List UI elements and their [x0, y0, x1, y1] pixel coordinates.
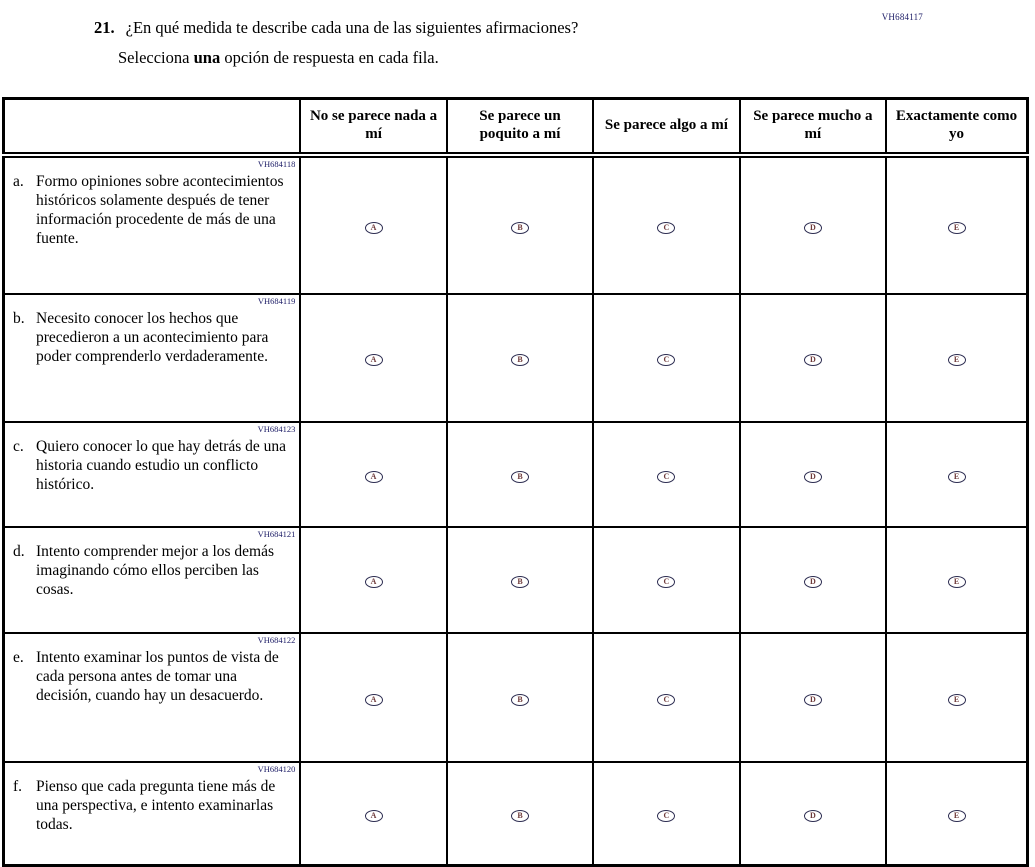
- option-cell: [886, 422, 1027, 527]
- accession-code: VH684117: [881, 12, 923, 22]
- response-bubble-b[interactable]: B: [511, 354, 529, 366]
- response-bubble-a[interactable]: A: [365, 354, 383, 366]
- column-header-little-like-me: Se parece un poquito a mí: [447, 99, 593, 156]
- statement-text: Intento comprender mejor a los demás imaginando cómo ellos perciben las cosas.: [36, 543, 275, 598]
- column-header-not-like-me: No se parece nada a mí: [300, 99, 446, 156]
- table-row-b: [4, 294, 1028, 422]
- row-id-code: VH684120: [257, 764, 296, 774]
- response-bubble-d[interactable]: D: [804, 694, 822, 706]
- row-id-code: VH684123: [257, 424, 296, 434]
- statement-body: [13, 173, 293, 249]
- option-cell: [447, 762, 593, 866]
- response-bubble-a[interactable]: A: [365, 694, 383, 706]
- option-cell: [740, 633, 886, 762]
- row-id-code: VH684121: [257, 529, 296, 539]
- instruction-emphasis: una: [193, 47, 221, 67]
- option-cell: [886, 294, 1027, 422]
- statement-letter: f.: [13, 778, 23, 795]
- response-bubble-d[interactable]: D: [804, 354, 822, 366]
- response-bubble-c[interactable]: C: [657, 471, 675, 483]
- option-cell: [593, 633, 739, 762]
- statement-body: [13, 778, 293, 835]
- option-cell: [740, 422, 886, 527]
- header-row: [4, 99, 1028, 156]
- response-bubble-c[interactable]: C: [657, 810, 675, 822]
- question-block: [94, 18, 854, 68]
- response-bubble-e[interactable]: E: [948, 471, 966, 483]
- option-cell: [447, 633, 593, 762]
- response-bubble-b[interactable]: B: [511, 576, 529, 588]
- table-row-a: [4, 155, 1028, 294]
- statement-cell-d: [4, 527, 301, 633]
- response-bubble-c[interactable]: C: [657, 694, 675, 706]
- table-row-e: [4, 633, 1028, 762]
- response-bubble-e[interactable]: E: [948, 222, 966, 234]
- response-bubble-d[interactable]: D: [804, 222, 822, 234]
- response-bubble-b[interactable]: B: [511, 222, 529, 234]
- option-cell: [593, 422, 739, 527]
- response-bubble-e[interactable]: E: [948, 694, 966, 706]
- column-header-somewhat-like-me: Se parece algo a mí: [593, 99, 739, 156]
- statement-body: [13, 543, 293, 600]
- column-header-exactly-like-me: Exactamente como yo: [886, 99, 1027, 156]
- statement-letter: d.: [13, 543, 25, 560]
- option-cell: [740, 294, 886, 422]
- statement-text: Pienso que cada pregunta tiene más de una perspectiva, e intento examinarlas todas.: [36, 778, 276, 833]
- response-bubble-c[interactable]: C: [657, 576, 675, 588]
- option-cell: [886, 762, 1027, 866]
- response-bubble-c[interactable]: C: [657, 354, 675, 366]
- question-number: 21.: [94, 18, 115, 37]
- option-cell: [300, 155, 446, 294]
- option-cell: [300, 527, 446, 633]
- row-id-code: VH684118: [257, 159, 296, 169]
- response-bubble-e[interactable]: E: [948, 576, 966, 588]
- response-bubble-b[interactable]: B: [511, 694, 529, 706]
- option-cell: [447, 294, 593, 422]
- statement-text: Formo opiniones sobre acontecimientos históricos solamente después de tener información procedente de más de una fuente.: [36, 173, 284, 247]
- response-bubble-b[interactable]: B: [511, 810, 529, 822]
- option-cell: [740, 155, 886, 294]
- instruction-suffix: opción de respuesta en cada fila.: [220, 47, 439, 67]
- statement-cell-f: [4, 762, 301, 866]
- response-bubble-a[interactable]: A: [365, 471, 383, 483]
- statement-text: Intento examinar los puntos de vista de cada persona antes de tomar una decisión, cuando hay un desacuerdo.: [36, 649, 279, 704]
- response-bubble-d[interactable]: D: [804, 471, 822, 483]
- response-bubble-d[interactable]: D: [804, 576, 822, 588]
- option-cell: [886, 155, 1027, 294]
- option-cell: [740, 527, 886, 633]
- statement-text: Quiero conocer lo que hay detrás de una historia cuando estudio un conflicto histórico.: [36, 438, 287, 493]
- option-cell: [300, 294, 446, 422]
- statement-body: [13, 310, 293, 367]
- response-bubble-d[interactable]: D: [804, 810, 822, 822]
- statement-letter: e.: [13, 649, 24, 666]
- option-cell: [886, 633, 1027, 762]
- statement-body: [13, 438, 293, 495]
- question-line: [94, 18, 854, 38]
- option-cell: [886, 527, 1027, 633]
- option-cell: [300, 762, 446, 866]
- response-matrix-table: [2, 97, 1029, 867]
- option-cell: [300, 633, 446, 762]
- statement-cell-a: [4, 155, 301, 294]
- response-bubble-e[interactable]: E: [948, 810, 966, 822]
- question-text: ¿En qué medida te describe cada una de las siguientes afirmaciones?: [125, 18, 579, 37]
- option-cell: [593, 527, 739, 633]
- statement-letter: a.: [13, 173, 24, 190]
- option-cell: [593, 155, 739, 294]
- option-cell: [593, 762, 739, 866]
- row-id-code: VH684122: [257, 635, 296, 645]
- statement-cell-e: [4, 633, 301, 762]
- response-bubble-c[interactable]: C: [657, 222, 675, 234]
- column-header-much-like-me: Se parece mucho a mí: [740, 99, 886, 156]
- response-bubble-a[interactable]: A: [365, 810, 383, 822]
- table-row-c: [4, 422, 1028, 527]
- option-cell: [447, 422, 593, 527]
- question-instruction: [118, 48, 854, 68]
- instruction-prefix: Selecciona: [118, 47, 194, 67]
- option-cell: [447, 527, 593, 633]
- header-stub-cell: [4, 99, 301, 156]
- response-bubble-e[interactable]: E: [948, 354, 966, 366]
- statement-text: Necesito conocer los hechos que precedieron a un acontecimiento para poder comprenderlo verdaderamente.: [36, 310, 269, 365]
- response-bubble-a[interactable]: A: [365, 222, 383, 234]
- statement-letter: c.: [13, 438, 24, 455]
- statement-cell-c: [4, 422, 301, 527]
- statement-cell-b: [4, 294, 301, 422]
- row-id-code: VH684119: [257, 296, 296, 306]
- table-row-d: [4, 527, 1028, 633]
- response-bubble-a[interactable]: A: [365, 576, 383, 588]
- option-cell: [447, 155, 593, 294]
- option-cell: [593, 294, 739, 422]
- option-cell: [300, 422, 446, 527]
- option-cell: [740, 762, 886, 866]
- response-bubble-b[interactable]: B: [511, 471, 529, 483]
- statement-letter: b.: [13, 310, 25, 327]
- statement-body: [13, 649, 293, 706]
- table-row-f: [4, 762, 1028, 866]
